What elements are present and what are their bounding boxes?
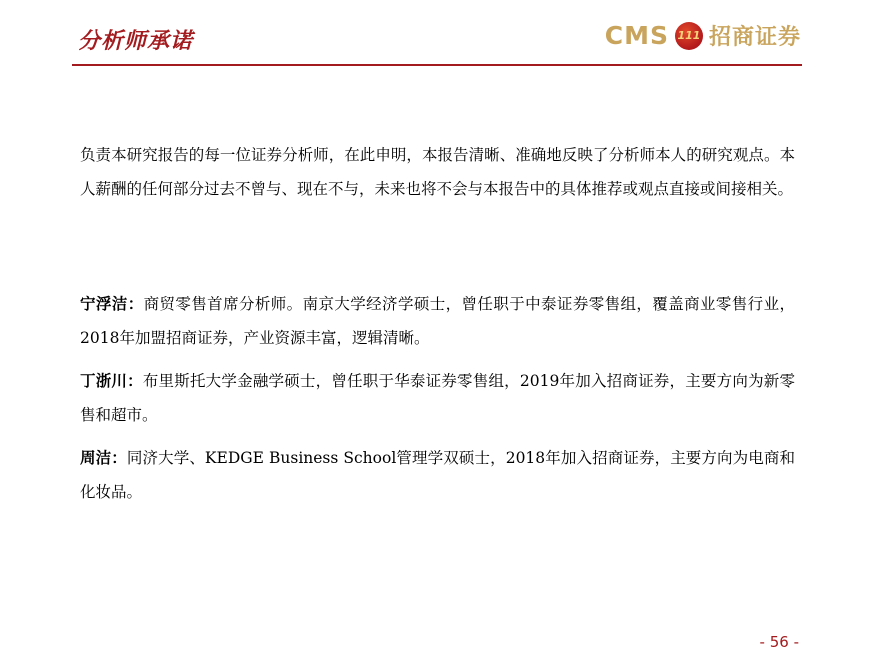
analyst-name: 宁浮洁： [80, 295, 144, 313]
analyst-bio-text: 商贸零售首席分析师。南京大学经济学硕士，曾任职于中泰证券零售组，覆盖商业零售行业，2018年加盟招商证券，产业资源丰富，逻辑清晰。 [80, 295, 795, 347]
cms-logo [605, 20, 801, 51]
analyst-bio-2 [80, 364, 795, 432]
analyst-bio-text: 布里斯托大学金融学硕士，曾任职于华泰证券零售组，2019年加入招商证券，主要方向为新零售和超市。 [80, 372, 795, 424]
logo-badge-icon [675, 22, 703, 50]
analyst-bio-1 [80, 287, 795, 355]
analyst-bio-3 [80, 441, 795, 509]
analyst-bio-text: 同济大学、KEDGE Business School管理学双硕士，2018年加入招商证券，主要方向为电商和化妆品。 [80, 449, 795, 501]
page-number: - 56 - [759, 633, 799, 651]
analyst-name: 丁浙川： [80, 372, 143, 390]
logo-chinese-text: 招商证券 [708, 25, 801, 50]
page-title: 分析师承诺 [78, 29, 194, 54]
analyst-pledge-paragraph: 负责本研究报告的每一位证券分析师，在此申明，本报告清晰、准确地反映了分析师本人的研究观点。本人薪酬的任何部分过去不曾与、现在不与，未来也将不会与本报告中的具体推荐或观点直接或间接相关。 [80, 146, 795, 198]
logo-latin-text: CMS [604, 21, 669, 50]
analyst-name: 周洁： [80, 449, 127, 467]
header-divider [72, 64, 802, 66]
logo-badge-text: 111 [677, 29, 701, 42]
